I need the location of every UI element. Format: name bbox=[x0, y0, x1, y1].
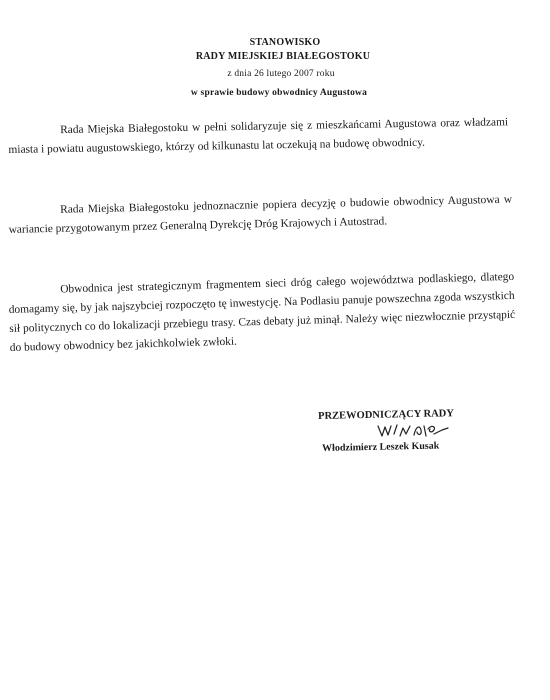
body-paragraph-2 bbox=[8, 191, 513, 240]
signatory-role: PRZEWODNICZĄCY RADY bbox=[318, 408, 455, 422]
paragraph-indent bbox=[8, 213, 60, 214]
document-subject: w sprawie budowy obwodnicy Augustowa bbox=[190, 88, 368, 98]
body-paragraph-1 bbox=[8, 113, 509, 160]
document-title: STANOWISKO bbox=[249, 37, 321, 48]
document-date: z dnia 26 lutego 2007 roku bbox=[227, 69, 335, 79]
body-paragraph-3 bbox=[8, 268, 516, 358]
signatory-name: Włodzimierz Leszek Kusak bbox=[322, 440, 440, 454]
paragraph-indent bbox=[8, 293, 60, 294]
handwritten-signature bbox=[376, 420, 450, 442]
paragraph-2-text: Rada Miejska Białegostoku jednoznacznie popiera decyzję o budowie obwodnicy Augustowa w wariancie przygotowanym przez Generalną Dyrekcję Dróg Krajowych i Autostrad. bbox=[8, 193, 513, 236]
paragraph-1-text: Rada Miejska Białegostoku w pełni solidaryzuje się z mieszkańcami Augustowa oraz władzami miasta i powiatu augustowskiego, którzy od kilkunastu lat oczekują na budowę obwodnicy. bbox=[8, 116, 509, 156]
council-name: RADY MIEJSKIEJ BIAŁEGOSTOKU bbox=[195, 51, 371, 62]
paragraph-indent bbox=[8, 133, 60, 134]
paragraph-3-text: Obwodnica jest strategicznym fragmentem sieci dróg całego województwa podlaskiego, dlatego domagamy się, by jak najszybciej rozpoczęto tę inwestycję. Na Podlasiu panuje powszechna zgoda wszystkich sił politycznych co do lokalizacji przebiegu trasy. Czas debaty już minął. Należy więc niezwłocznie przystąpić do budowy obwodnicy bez jakichkolwiek zwłoki. bbox=[8, 270, 516, 354]
